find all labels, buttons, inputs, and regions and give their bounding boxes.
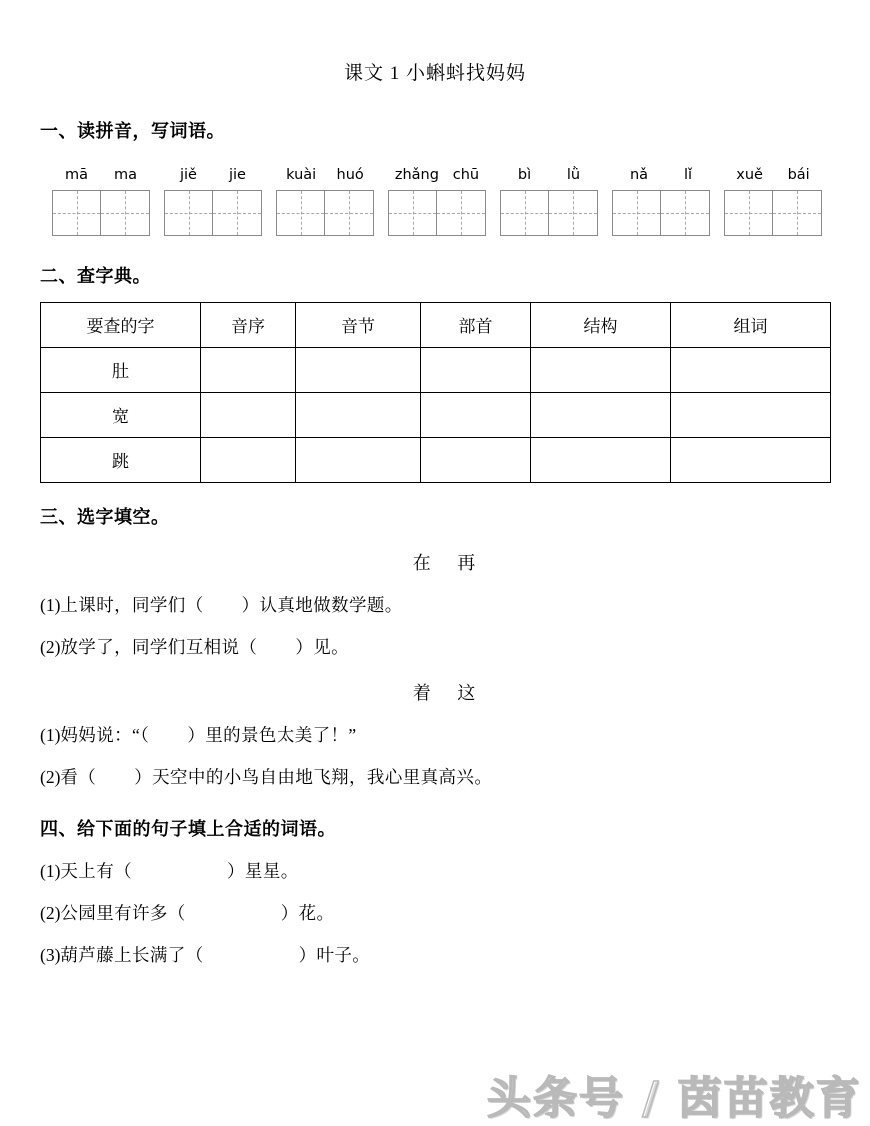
dictionary-lookup-table: [40, 302, 831, 483]
word-bank-option: 这: [457, 682, 478, 703]
word-bank-option: 着: [412, 682, 433, 703]
table-row: [41, 347, 831, 392]
tianzige-cell[interactable]: [325, 191, 373, 235]
tianzige-box-group[interactable]: [276, 190, 374, 236]
table-row: [41, 392, 831, 437]
tianzige-cell[interactable]: [165, 191, 213, 235]
cell-yinxu[interactable]: [201, 347, 296, 392]
question-text-after: ）天空中的小鸟自由地飞翔，我心里真高兴。: [134, 766, 493, 787]
column-header-zuci: 组词: [671, 302, 831, 347]
question-3-1-1: [40, 592, 830, 617]
pinyin-syllable: lǐ: [683, 167, 693, 183]
question-number: (1): [40, 724, 61, 745]
pinyin-group: [52, 168, 150, 236]
question-3-2-2: [40, 764, 830, 789]
question-number: (1): [40, 860, 61, 881]
question-text-after: ）花。: [280, 902, 335, 923]
cell-char: 肚: [41, 347, 201, 392]
tianzige-cell[interactable]: [277, 191, 325, 235]
cell-yinxu[interactable]: [201, 437, 296, 482]
tianzige-cell[interactable]: [213, 191, 261, 235]
pinyin-syllable: kuài: [286, 167, 317, 183]
pinyin-label-row: [612, 168, 710, 190]
tianzige-cell[interactable]: [725, 191, 773, 235]
section-1-heading: 一、读拼音，写词语。: [40, 121, 225, 141]
column-header-bushou: 部首: [421, 302, 531, 347]
question-3-1-2: [40, 634, 830, 659]
pinyin-writing-area: [40, 168, 830, 236]
question-4-1: [40, 858, 830, 883]
tianzige-cell[interactable]: [501, 191, 549, 235]
cell-zuci[interactable]: [671, 392, 831, 437]
cell-bushou[interactable]: [421, 347, 531, 392]
watermark: 头条号 / 茵苗教育: [487, 1073, 862, 1124]
tianzige-cell[interactable]: [53, 191, 101, 235]
question-4-3: [40, 942, 830, 967]
pinyin-syllable: zhǎng: [394, 167, 439, 183]
cell-jiegou[interactable]: [531, 392, 671, 437]
pinyin-label-row: [724, 168, 822, 190]
word-bank-1: [40, 549, 830, 575]
page-title: 课文 1 小蝌蚪找妈妈: [343, 63, 526, 84]
question-number: (2): [40, 766, 61, 787]
table-row: [41, 437, 831, 482]
pinyin-label-row: [164, 168, 262, 190]
pinyin-label-row: [52, 168, 150, 190]
tianzige-cell[interactable]: [661, 191, 709, 235]
cell-zuci[interactable]: [671, 347, 831, 392]
question-text-after: ）里的景色太美了！”: [187, 724, 357, 745]
question-text-before: 上课时，同学们（: [60, 594, 204, 615]
question-text-before: 天上有（: [60, 860, 133, 881]
word-bank-option: 再: [457, 552, 478, 573]
word-bank-2: [40, 679, 830, 705]
question-number: (1): [40, 594, 61, 615]
question-3-2-1: [40, 722, 830, 747]
column-header-jiegou: 结构: [531, 302, 671, 347]
tianzige-cell[interactable]: [773, 191, 821, 235]
pinyin-label-row: [500, 168, 598, 190]
question-text-before: 公园里有许多（: [60, 902, 186, 923]
cell-zuci[interactable]: [671, 437, 831, 482]
pinyin-syllable: huó: [336, 167, 364, 183]
question-text-after: ）星星。: [227, 860, 299, 881]
question-text-after: ）认真地做数学题。: [241, 594, 403, 615]
pinyin-syllable: bì: [517, 167, 532, 183]
question-4-2: [40, 900, 830, 925]
pinyin-syllable: mā: [64, 167, 88, 183]
question-text-before: 葫芦藤上长满了（: [60, 944, 204, 965]
pinyin-syllable: jiě: [180, 167, 197, 183]
pinyin-syllable: ma: [113, 167, 137, 183]
cell-char: 跳: [41, 437, 201, 482]
tianzige-box-group[interactable]: [612, 190, 710, 236]
pinyin-syllable: bái: [787, 167, 810, 183]
column-header-yinjie: 音节: [296, 302, 421, 347]
word-bank-option: 在: [412, 552, 433, 573]
column-header-yinxu: 音序: [201, 302, 296, 347]
column-header-char: 要查的字: [41, 302, 201, 347]
tianzige-box-group[interactable]: [724, 190, 822, 236]
cell-jiegou[interactable]: [531, 437, 671, 482]
question-number: (3): [40, 944, 61, 965]
question-number: (2): [40, 902, 61, 923]
tianzige-box-group[interactable]: [500, 190, 598, 236]
tianzige-cell[interactable]: [101, 191, 149, 235]
cell-bushou[interactable]: [421, 392, 531, 437]
section-4-heading: 四、给下面的句子填上合适的词语。: [40, 818, 336, 839]
pinyin-syllable: nǎ: [629, 167, 649, 183]
cell-yinjie[interactable]: [296, 437, 421, 482]
pinyin-syllable: xuě: [736, 167, 763, 183]
pinyin-group: [164, 168, 262, 236]
cell-jiegou[interactable]: [531, 347, 671, 392]
pinyin-label-row: [388, 168, 486, 190]
tianzige-box-group[interactable]: [164, 190, 262, 236]
section-3-heading: 三、选字填空。: [40, 506, 170, 527]
pinyin-syllable: chū: [452, 167, 480, 183]
tianzige-cell[interactable]: [613, 191, 661, 235]
cell-yinjie[interactable]: [296, 347, 421, 392]
table-header-row: [41, 302, 831, 347]
pinyin-group: [276, 168, 374, 236]
cell-yinjie[interactable]: [296, 392, 421, 437]
pinyin-group: [388, 168, 486, 236]
cell-yinxu[interactable]: [201, 392, 296, 437]
pinyin-group: [724, 168, 822, 236]
pinyin-group: [500, 168, 598, 236]
tianzige-cell[interactable]: [549, 191, 597, 235]
question-text-before: 放学了，同学们互相说（: [60, 636, 258, 657]
question-number: (2): [40, 636, 61, 657]
question-text-after: ）叶子。: [298, 944, 371, 965]
cell-bushou[interactable]: [421, 437, 531, 482]
pinyin-label-row: [276, 168, 374, 190]
tianzige-cell[interactable]: [437, 191, 485, 235]
tianzige-cell[interactable]: [389, 191, 437, 235]
question-text-after: ）见。: [295, 636, 350, 657]
tianzige-box-group[interactable]: [388, 190, 486, 236]
section-2-heading: 二、查字典。: [40, 265, 151, 286]
question-text-before: 妈妈说：“（: [60, 724, 150, 745]
pinyin-group: [612, 168, 710, 236]
cell-char: 宽: [41, 392, 201, 437]
question-text-before: 看（: [60, 766, 97, 787]
pinyin-syllable: jie: [229, 167, 246, 183]
tianzige-box-group[interactable]: [52, 190, 150, 236]
pinyin-syllable: lǜ: [566, 167, 581, 183]
